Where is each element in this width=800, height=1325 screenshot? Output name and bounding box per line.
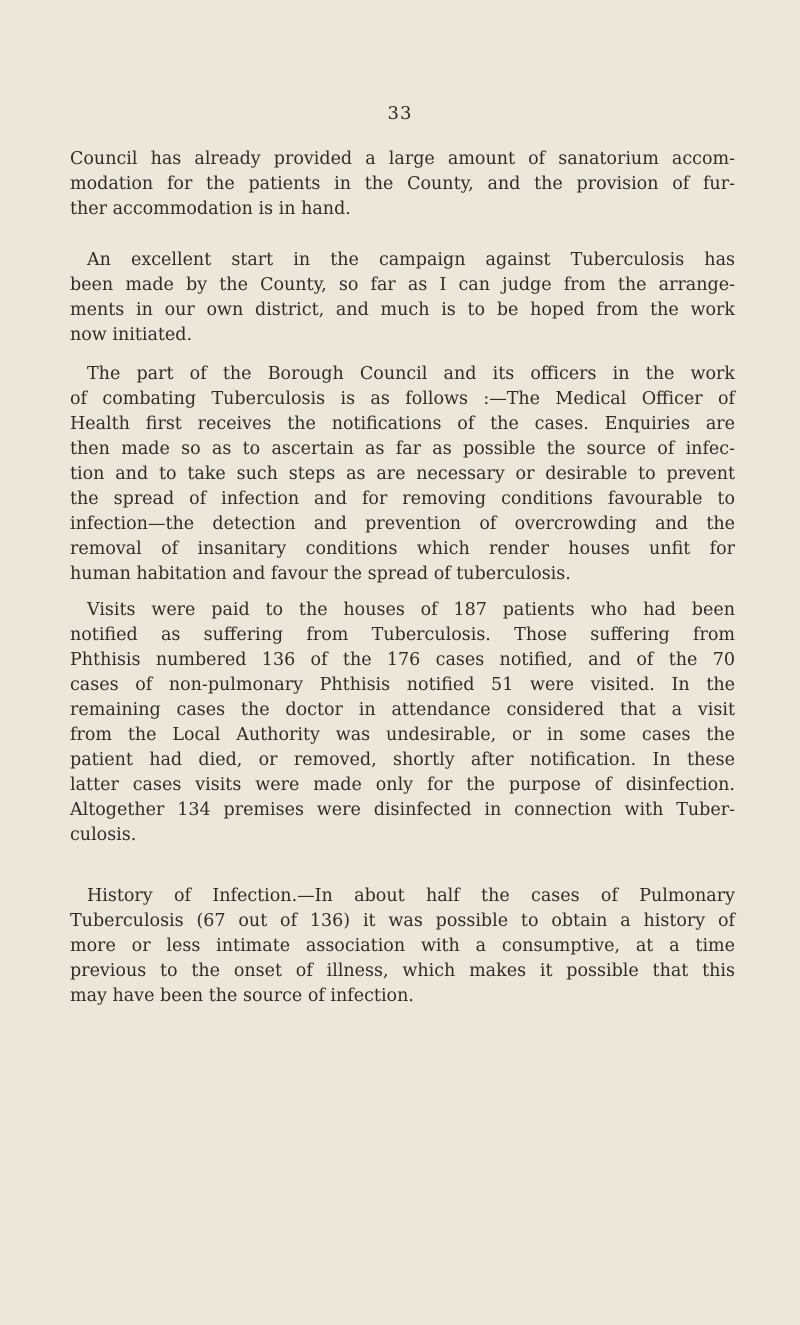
text-line: culosis. — [70, 825, 137, 845]
text-line: more or less intimate association with a consumptive, at a time — [70, 936, 735, 956]
text-line: human habitation and favour the spread of tuberculosis. — [70, 564, 571, 584]
text-line: infection—the detection and prevention of overcrowding and the — [70, 514, 735, 534]
text-line: may have been the source of infection. — [70, 986, 414, 1006]
text-line: been made by the County, so far as I can judge from the arrange- — [70, 275, 735, 295]
text-line: previous to the onset of illness, which makes it possible that this — [70, 961, 735, 981]
text-line: ments in our own district, and much is to be hoped from the work — [70, 300, 735, 320]
text-line: Council has already provided a large amount of sanatorium accom- — [70, 149, 735, 169]
text-line: of combating Tuberculosis is as follows :—The Medical Officer of — [70, 389, 735, 409]
text-line: modation for the patients in the County, and the provision of fur- — [70, 174, 735, 194]
paragraph-history-of-infection — [70, 884, 735, 1009]
text-line: now initiated. — [70, 325, 193, 345]
text-line: Phthisis numbered 136 of the 176 cases notified, and of the 70 — [70, 650, 735, 670]
text-line: then made so as to ascertain as far as possible the source of infec- — [70, 439, 735, 459]
text-line: the spread of infection and for removing conditions favourable to — [70, 489, 735, 509]
text-line: tion and to take such steps as are necessary or desirable to prevent — [70, 464, 735, 484]
text-line: History of Infection.—In about half the cases of Pulmonary — [87, 886, 735, 906]
text-line: Health first receives the notifications of the cases. Enquiries are — [70, 414, 735, 434]
text-line: Tuberculosis (67 out of 136) it was possible to obtain a history of — [70, 911, 735, 931]
text-line: Visits were paid to the houses of 187 patients who had been — [87, 600, 735, 620]
text-line: ther accommodation is in hand. — [70, 199, 351, 219]
paragraph-sanatorium-accommodation — [70, 147, 735, 222]
text-line: removal of insanitary conditions which render houses unfit for — [70, 539, 735, 559]
paragraph-campaign-start — [70, 248, 735, 348]
text-line: latter cases visits were made only for the purpose of disinfection. — [70, 775, 735, 795]
text-line: Altogether 134 premises were disinfected in connection with Tuber- — [70, 800, 735, 820]
paragraph-borough-council-role — [70, 362, 735, 587]
paragraph-visits — [70, 598, 735, 848]
text-line: An excellent start in the campaign against Tuberculosis has — [87, 250, 735, 270]
page-number: 33 — [387, 103, 413, 124]
text-line: patient had died, or removed, shortly after notification. In these — [70, 750, 735, 770]
text-line: remaining cases the doctor in attendance considered that a visit — [70, 700, 735, 720]
text-line: cases of non-pulmonary Phthisis notified 51 were visited. In the — [70, 675, 735, 695]
text-line: notified as suffering from Tuberculosis. Those suffering from — [70, 625, 735, 645]
text-line: from the Local Authority was undesirable, or in some cases the — [70, 725, 735, 745]
text-line: The part of the Borough Council and its officers in the work — [87, 364, 735, 384]
